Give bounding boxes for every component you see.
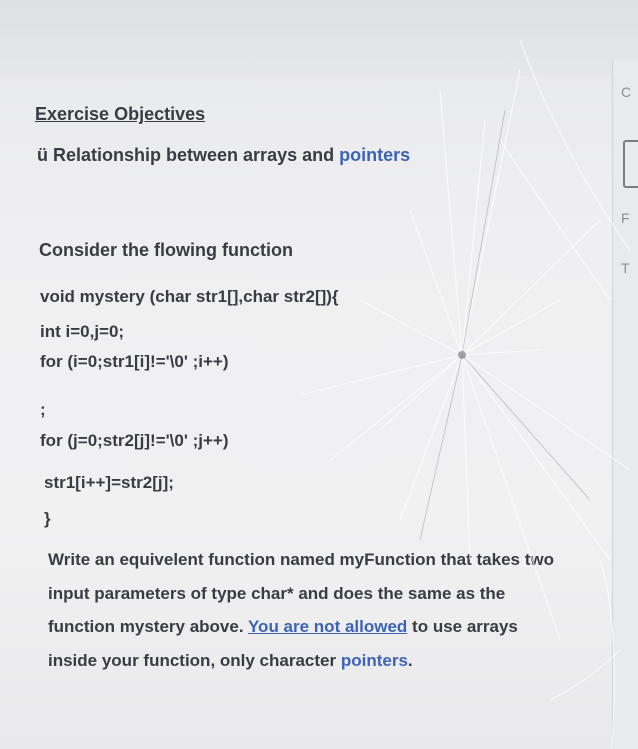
- task-text-2: to use arrays inside your function, only character: [48, 617, 518, 670]
- code-line: }: [44, 509, 51, 528]
- adjacent-page-edge: [612, 60, 638, 749]
- objective-item: [37, 145, 410, 166]
- task-end: .: [407, 650, 413, 670]
- top-margin: [0, 0, 638, 76]
- check-bullet-icon: ü: [37, 145, 48, 165]
- code-line: for (i=0;str1[i]!='\0' ;i++): [40, 352, 229, 371]
- code-line: for (j=0;str2[j]!='\0' ;j++): [40, 431, 229, 450]
- exercise-objectives-heading: Exercise Objectives: [35, 104, 206, 124]
- objective-text: Relationship between arrays and: [53, 145, 335, 165]
- task-link[interactable]: You are not allowed: [247, 617, 408, 637]
- edge-fragment-3: T: [621, 260, 630, 276]
- edge-fragment-2: F: [621, 210, 630, 226]
- task-highlight: pointers: [340, 650, 408, 670]
- intro-text: Consider the flowing function: [39, 240, 293, 260]
- code-line: ;: [40, 400, 46, 419]
- code-line: str1[i++]=str2[j];: [44, 473, 174, 492]
- code-line: int i=0,j=0;: [40, 322, 125, 341]
- task-paragraph: [48, 543, 568, 677]
- objective-highlight: pointers: [339, 145, 411, 165]
- edge-box: [623, 140, 638, 188]
- code-line: void mystery (char str1[],char str2[]){: [40, 287, 339, 306]
- task-text: Write an equivelent function named myFunction that takes two input parameters of type char* and does the same as the function mystery above.: [48, 550, 554, 637]
- edge-fragment-1: C: [621, 84, 632, 100]
